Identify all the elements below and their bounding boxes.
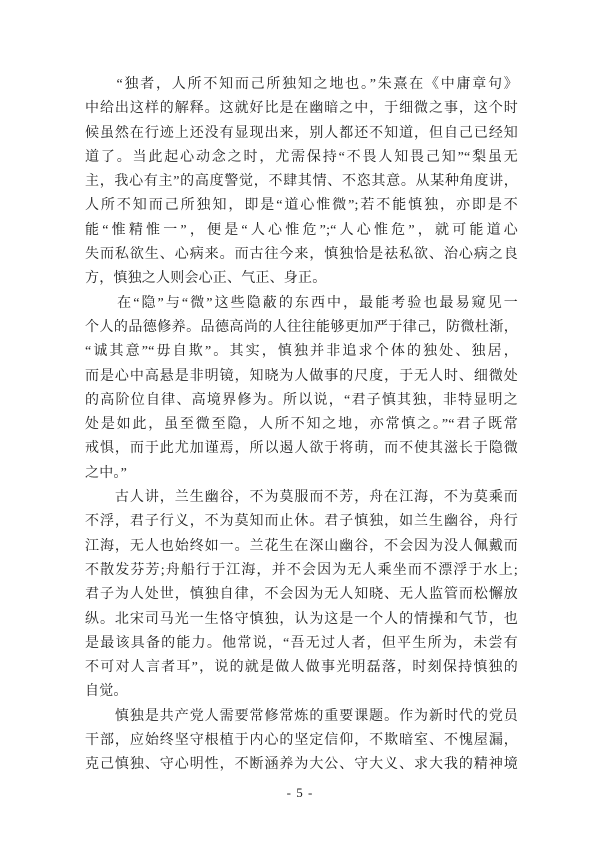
text-line: 自觉。 [85, 684, 128, 700]
text-line: “诚其意”“毋自欺”。其实，慎独并非追求个体的独处、独居， [85, 344, 518, 360]
text-line: 人所不知而己所独知，即是“道心惟微”;若不能慎独，亦即是不 [85, 198, 518, 214]
paragraph [85, 73, 518, 292]
text-line: 纵。北宋司马光一生恪守慎独，认为这是一个人的情操和气节，也 [85, 611, 518, 627]
text-line: 之中。” [85, 465, 128, 481]
text-line: 不可对人言者耳”，说的就是做人做事光明磊落，时刻保持慎独的 [85, 660, 518, 676]
text-line: “独者，人所不知而己所独知之地也。”朱熹在《中庸章句》 [85, 77, 518, 92]
text-line: 江海，无人也始终如一。兰花生在深山幽谷，不会因为没人佩戴而 [85, 538, 518, 554]
text-line: 能“惟精惟一”，便是“人心惟危”;“人心惟危”，就可能道心 [85, 222, 518, 238]
paragraph [85, 486, 518, 705]
text-line: 个人的品德修养。品德高尚的人往往能够更加严于律己，防微杜渐， [85, 319, 518, 335]
text-line: 戒惧，而于此尤加谨焉，所以遏人欲于将萌，而不使其滋长于隐微 [85, 441, 518, 457]
text-line: 慎独是共产党人需要常修常炼的重要课题。作为新时代的党员 [85, 708, 518, 724]
text-line: 在“隐”与“微”这些隐蔽的东西中，最能考验也最易窥见一 [85, 295, 518, 311]
paragraph [85, 292, 518, 486]
text-line: 而是心中高悬是非明镜，知晓为人做事的尺度，于无人时、细微处 [85, 368, 518, 384]
text-line: 不浮，君子行义，不为莫知而止休。君子慎独，如兰生幽谷，舟行 [85, 514, 518, 530]
paragraph [85, 705, 518, 778]
page-number: - 5 - [286, 785, 314, 800]
text-line: 的高阶位自律、高境界修为。所以说，“君子慎其独，非特显明之 [85, 392, 518, 408]
text-line: 失而私欲生、心病来。而古往今来，慎独恰是祛私欲、治心病之良 [85, 247, 518, 263]
page-footer [0, 785, 600, 801]
text-line: 古人讲，兰生幽谷，不为莫服而不芳，舟在江海，不为莫乘而 [85, 490, 518, 506]
text-line: 方，慎独之人则会心正、气正、身正。 [85, 271, 327, 287]
text-line: 干部，应始终坚守根植于内心的坚定信仰，不欺暗室、不愧屋漏， [85, 733, 518, 749]
text-line: 中给出这样的解释。这就好比是在幽暗之中，于细微之事，这个时 [85, 101, 518, 117]
document-body [85, 73, 518, 778]
text-line: 君子为人处世，慎独自律，不会因为无人知晓、无人监管而松懈放 [85, 587, 518, 603]
text-line: 主，我心有主”的高度警觉，不肆其情、不恣其意。从某种角度讲， [85, 174, 518, 190]
text-line: 处是如此，虽至微至隐，人所不知之地，亦常慎之。”“君子既常 [85, 417, 518, 433]
text-line: 不散发芬芳;舟船行于江海，并不会因为无人乘坐而不漂浮于水上; [85, 562, 518, 578]
text-line: 道了。当此起心动念之时，尤需保持“不畏人知畏己知”“梨虽无 [85, 149, 518, 165]
text-line: 是最该具备的能力。他常说，“吾无过人者，但平生所为，未尝有 [85, 635, 518, 651]
text-line: 克己慎独、守心明性，不断涵养为大公、守大义、求大我的精神境 [85, 757, 518, 773]
text-line: 候虽然在行迹上还没有显现出来，别人都还不知道，但自己已经知 [85, 125, 518, 141]
